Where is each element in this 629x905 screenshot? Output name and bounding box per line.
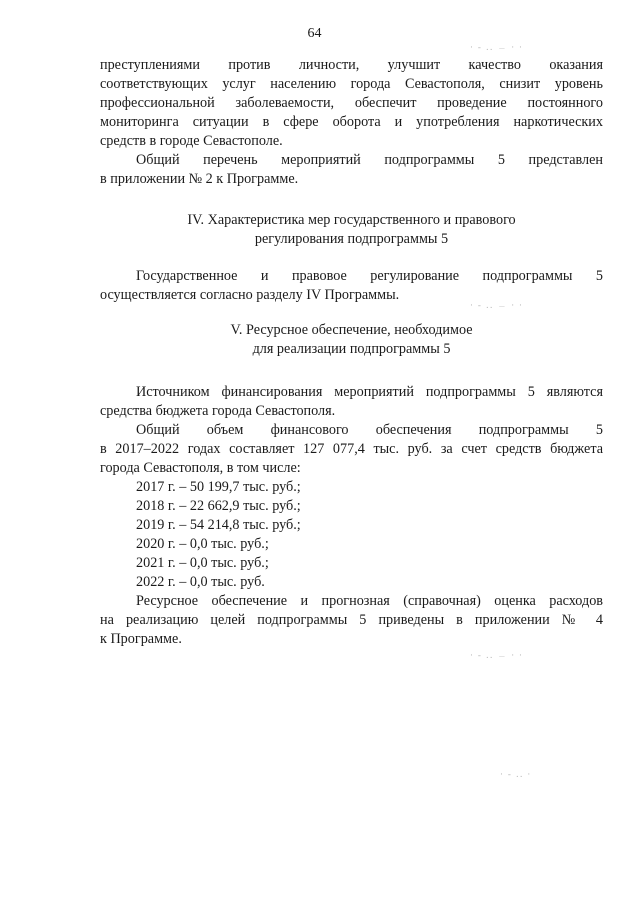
section4-title: регулирования подпрограммы 5 <box>254 231 449 247</box>
section5-sources: Источником финансирования мероприятий подпрограммы 5 являются <box>136 384 603 400</box>
section4-text: осуществляется согласно разделу IV Программы. <box>100 287 400 303</box>
scan-noise: · ‑ .. · <box>500 770 532 780</box>
year-amount: 2022 г. – 0,0 тыс. руб. <box>136 574 265 590</box>
intro-line: профессиональной заболеваемости, обеспечит проведение постоянного <box>100 95 603 111</box>
section4-text: Государственное и правовое регулирование подпрограммы 5 <box>136 268 603 284</box>
scan-noise: · ‑ .. ﹘ · · <box>470 43 523 53</box>
year-amount: 2021 г. – 0,0 тыс. руб.; <box>136 555 269 571</box>
section5-title: для реализации подпрограммы 5 <box>252 341 451 357</box>
section4-title: IV. Характеристика мер государственного и правового <box>187 212 516 228</box>
section5-closing: на реализацию целей подпрограммы 5 приведены в приложении № 4 <box>100 612 603 628</box>
year-amount: 2017 г. – 50 199,7 тыс. руб.; <box>136 479 301 495</box>
intro-line: средств в городе Севастополе. <box>100 133 283 149</box>
section5-closing: к Программе. <box>100 631 182 647</box>
page-number: 64 <box>307 26 322 41</box>
year-amount: 2020 г. – 0,0 тыс. руб.; <box>136 536 269 552</box>
scan-noise: · ‑ .. ﹘ · · <box>470 651 523 661</box>
year-amount: 2019 г. – 54 214,8 тыс. руб.; <box>136 517 301 533</box>
section5-closing: Ресурсное обеспечение и прогнозная (справочная) оценка расходов <box>136 593 603 609</box>
intro-line: преступлениями против личности, улучшит качество оказания <box>100 57 603 73</box>
section5-volume: в 2017–2022 годах составляет 127 077,4 тыс. руб. за счет средств бюджета <box>100 441 603 457</box>
year-amount: 2018 г. – 22 662,9 тыс. руб.; <box>136 498 301 514</box>
section5-sources: средства бюджета города Севастополя. <box>100 403 336 419</box>
measures-list-line: в приложении № 2 к Программе. <box>100 171 299 187</box>
section5-volume: Общий объем финансового обеспечения подпрограммы 5 <box>136 422 603 438</box>
measures-list-line: Общий перечень мероприятий подпрограммы 5 представлен <box>136 152 603 168</box>
scan-noise: · ‑ .. ﹘ · · <box>470 301 523 311</box>
intro-line: соответствующих услуг населению города Севастополя, снизит уровень <box>100 76 603 92</box>
section5-title: V. Ресурсное обеспечение, необходимое <box>230 322 473 338</box>
section5-volume: города Севастополя, в том числе: <box>100 460 301 476</box>
intro-line: мониторинга ситуации в сфере оборота и употребления наркотических <box>100 114 603 130</box>
document-body <box>100 56 603 649</box>
